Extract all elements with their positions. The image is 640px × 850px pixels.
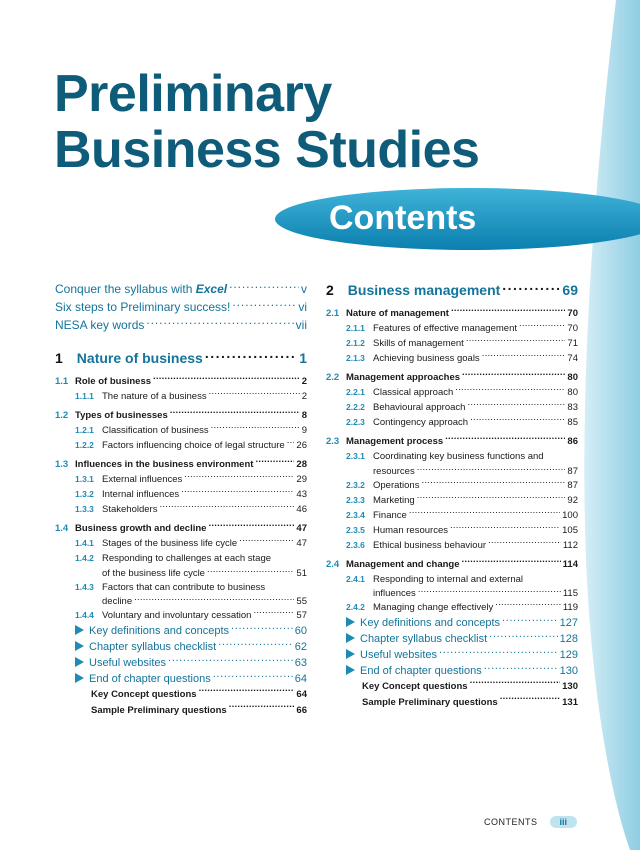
dot-leader <box>439 647 558 658</box>
section-title: Business growth and decline <box>75 523 207 534</box>
section-title: Types of businesses <box>75 410 168 421</box>
chapter-number: 2 <box>326 282 334 298</box>
dot-leader <box>170 409 300 419</box>
toc-page-number: 86 <box>567 436 578 447</box>
toc-page-number: 127 <box>559 617 578 629</box>
toc-page-number: 28 <box>296 459 307 470</box>
toc-page-number: 1 <box>299 350 307 366</box>
section-title: Nature of management <box>346 308 449 319</box>
toc-page-number: 60 <box>294 625 307 637</box>
extra-title: Chapter syllabus checklist <box>89 641 217 653</box>
toc-page-number: 112 <box>562 539 578 551</box>
toc-page-number: 100 <box>562 509 578 521</box>
subsection-number: 2.2.1 <box>346 387 365 397</box>
toc-subsection-continued[interactable] <box>55 595 307 609</box>
dot-leader <box>229 704 295 714</box>
subsection-number: 2.3.6 <box>346 539 365 550</box>
subsection-title: Factors that can contribute to business <box>102 581 266 593</box>
toc-page-number: 8 <box>301 410 307 421</box>
dot-leader <box>470 416 565 426</box>
toc-page-number: 43 <box>296 489 307 500</box>
toc-page-number: 57 <box>296 610 307 621</box>
toc-page-number: 64 <box>296 689 307 700</box>
toc-page-number: 74 <box>567 353 578 364</box>
subsection-number: 1.4.2 <box>75 553 94 563</box>
toc-extra-item[interactable] <box>55 671 307 687</box>
toc-section[interactable] <box>55 408 307 423</box>
chapter-title: Nature of business <box>76 350 203 366</box>
dot-leader <box>467 401 565 411</box>
extra-title: Useful websites <box>360 649 438 661</box>
arrow-bullet-icon <box>75 657 84 667</box>
dot-leader <box>181 488 294 498</box>
subsection-number: 1.2.2 <box>75 440 94 450</box>
dot-leader <box>208 522 294 532</box>
dot-leader <box>159 503 294 513</box>
toc-page-number: 114 <box>562 558 578 570</box>
extra-title: End of chapter questions <box>360 665 482 677</box>
subsection-number: 2.2.2 <box>346 402 365 412</box>
toc-page-number: 47 <box>296 523 307 534</box>
toc-page-number: 29 <box>296 474 307 485</box>
toc-extra-subitem[interactable] <box>55 687 307 703</box>
subsection-number: 2.3.2 <box>346 479 365 490</box>
subsection-number: 2.1.3 <box>346 353 365 363</box>
subsection-title: Skills of management <box>373 338 464 349</box>
subsection-title: Finance <box>373 509 407 521</box>
dot-leader <box>482 352 566 362</box>
dot-leader <box>417 493 566 503</box>
subsection-title: Ethical business behaviour <box>373 539 487 551</box>
subsection-title: Achieving business goals <box>373 353 480 364</box>
subsection-title: influences <box>373 588 416 599</box>
arrow-bullet-icon <box>75 625 84 635</box>
subsection-title: Voluntary and involuntary cessation <box>102 610 252 621</box>
dot-leader <box>232 299 296 311</box>
toc-page-number: 83 <box>567 402 578 413</box>
extra-title: Sample Preliminary questions <box>91 705 227 716</box>
toc-section[interactable] <box>55 457 307 472</box>
footer-page-number: iii <box>550 816 578 828</box>
dot-leader <box>495 601 561 611</box>
toc-page-number: 62 <box>294 641 307 653</box>
toc-subsection[interactable] <box>326 600 578 615</box>
dot-leader <box>417 464 566 474</box>
extra-title: Key definitions and concepts <box>89 625 230 637</box>
toc-subsection[interactable] <box>326 572 578 587</box>
toc-page-number: 63 <box>294 657 307 669</box>
toc-extra-item[interactable] <box>55 639 307 655</box>
toc-subsection[interactable] <box>326 385 578 400</box>
dot-leader <box>211 424 300 434</box>
toc-front-item[interactable] <box>55 280 307 298</box>
toc-page-number: 92 <box>567 494 578 506</box>
subsection-number: 1.4.3 <box>75 581 94 592</box>
toc-item-title: Conquer the syllabus with <box>55 282 196 296</box>
toc-page-number: 131 <box>562 697 578 708</box>
toc-subsection[interactable] <box>326 493 578 508</box>
section-number: 1.4 <box>55 523 69 534</box>
dot-leader <box>489 631 557 642</box>
extra-title: End of chapter questions <box>89 673 211 685</box>
subsection-number: 2.3.4 <box>346 509 365 520</box>
arrow-bullet-icon <box>75 673 84 683</box>
toc-page-number: 71 <box>567 338 578 349</box>
dot-leader <box>462 371 565 381</box>
toc-subsection[interactable] <box>55 608 307 623</box>
toc-page-number: 105 <box>562 524 578 536</box>
arrow-bullet-icon <box>346 665 355 675</box>
toc-page-number: 70 <box>567 308 578 319</box>
subsection-number: 2.3.5 <box>346 524 365 535</box>
subsection-title: Stages of the business life cycle <box>102 538 238 549</box>
subsection-title: Human resources <box>373 524 448 536</box>
section-number: 1.2 <box>55 410 69 421</box>
dot-leader <box>462 557 561 567</box>
toc-subsection[interactable] <box>55 502 307 517</box>
toc-front-item[interactable] <box>55 316 307 334</box>
dot-leader <box>168 655 293 666</box>
toc-section[interactable] <box>326 557 578 572</box>
toc-subsection-continued[interactable] <box>326 587 578 601</box>
toc-page-number: 128 <box>559 633 578 645</box>
toc-page-number: 46 <box>296 504 307 515</box>
subsection-number: 1.3.2 <box>75 489 94 499</box>
toc-subsection[interactable] <box>55 487 307 502</box>
dot-leader <box>502 281 560 295</box>
arrow-bullet-icon <box>346 617 355 627</box>
toc-subsection[interactable] <box>326 449 578 464</box>
subsection-title: The nature of a business <box>102 391 207 402</box>
dot-leader <box>484 663 558 674</box>
subsection-title: Features of effective management <box>373 323 517 334</box>
toc-page-number: 130 <box>562 681 578 692</box>
toc-section[interactable] <box>326 306 578 321</box>
toc-subsection[interactable] <box>55 423 307 438</box>
subsection-title: Operations <box>373 479 420 491</box>
toc-page-number: 119 <box>562 602 578 613</box>
subsection-title: Contingency approach <box>373 417 469 428</box>
subsection-number: 2.2.3 <box>346 417 365 427</box>
toc-subsection[interactable] <box>326 351 578 366</box>
dot-leader <box>287 439 295 449</box>
toc-page-number: 47 <box>296 538 307 549</box>
toc-subsection[interactable] <box>55 551 307 566</box>
section-title: Management and change <box>346 558 460 570</box>
toc-subsection[interactable] <box>326 523 578 538</box>
dot-leader <box>519 322 565 332</box>
arrow-bullet-icon <box>75 641 84 651</box>
toc-page-number: 9 <box>301 425 307 436</box>
toc-front-item[interactable] <box>55 298 307 316</box>
subsection-title: Marketing <box>373 494 415 506</box>
dot-leader <box>205 349 297 363</box>
chapter-number: 1 <box>55 350 63 366</box>
subsection-title: Classical approach <box>373 387 454 398</box>
dot-leader <box>255 458 294 468</box>
subsection-title: External influences <box>102 474 183 485</box>
dot-leader <box>199 688 295 698</box>
subsection-number: 1.1.1 <box>75 391 94 401</box>
title-line-1: Preliminary <box>54 65 332 123</box>
footer-label: CONTENTS <box>484 817 538 827</box>
extra-title: Sample Preliminary questions <box>362 697 498 708</box>
dot-leader <box>450 523 560 533</box>
subsection-number: 1.4.4 <box>75 610 94 620</box>
arrow-bullet-icon <box>346 633 355 643</box>
dot-leader <box>451 307 565 317</box>
contents-heading: Contents <box>329 199 477 237</box>
extra-title: Key Concept questions <box>362 681 468 692</box>
toc-page-number: 87 <box>567 479 578 491</box>
dot-leader <box>502 615 558 626</box>
toc-page-number: 55 <box>296 596 307 607</box>
toc-extra-subitem[interactable] <box>55 703 307 719</box>
section-number: 2.2 <box>326 372 340 383</box>
toc-page-number: 66 <box>296 705 307 716</box>
chapter-title: Business management <box>347 282 501 298</box>
arrow-bullet-icon <box>346 649 355 659</box>
toc-subsection[interactable] <box>55 438 307 453</box>
subsection-title: Factors influencing choice of legal structure <box>102 440 285 451</box>
toc-page-number: 51 <box>296 567 307 579</box>
toc-subsection[interactable] <box>326 478 578 493</box>
toc-item-title: NESA key words <box>55 318 145 332</box>
page-footer <box>484 816 577 828</box>
toc-section[interactable] <box>55 374 307 389</box>
subsection-number: 1.3.1 <box>75 474 94 484</box>
dot-leader <box>418 587 561 597</box>
toc-subsection[interactable] <box>326 321 578 336</box>
section-number: 2.3 <box>326 436 340 447</box>
dot-leader <box>500 696 560 706</box>
toc-page-number: vii <box>295 318 307 332</box>
toc-subsection-continued[interactable] <box>326 464 578 478</box>
toc-extra-item[interactable] <box>326 663 578 679</box>
toc-subsection[interactable] <box>55 580 307 595</box>
dot-leader <box>409 508 560 518</box>
subsection-title: of the business life cycle <box>102 567 205 579</box>
dot-leader <box>229 281 299 293</box>
dot-leader <box>207 566 294 576</box>
subsection-title: Managing change effectively <box>373 602 494 613</box>
toc-page-number: 129 <box>559 649 578 661</box>
dot-leader <box>146 317 293 329</box>
dot-leader <box>213 671 293 682</box>
subsection-number: 2.3.1 <box>346 451 365 461</box>
dot-leader <box>466 337 566 347</box>
dot-leader <box>253 609 294 619</box>
subsection-title: resources <box>373 465 415 477</box>
toc-subsection[interactable] <box>326 415 578 430</box>
excel-brand: Excel <box>195 282 228 296</box>
dot-leader <box>209 390 300 400</box>
subsection-number: 1.2.1 <box>75 425 94 435</box>
toc-item-title: Six steps to Preliminary success! <box>55 300 231 314</box>
toc-page-number: 26 <box>296 440 307 451</box>
extra-title: Key definitions and concepts <box>360 617 501 629</box>
toc-page-number: 2 <box>301 391 307 402</box>
extra-title: Useful websites <box>89 657 167 669</box>
toc-extra-item[interactable] <box>326 615 578 631</box>
section-number: 2.1 <box>326 308 340 319</box>
toc-subsection[interactable] <box>326 538 578 553</box>
toc-subsection[interactable] <box>55 472 307 487</box>
toc-left-column <box>55 280 307 719</box>
section-title: Role of business <box>75 376 152 387</box>
toc-page-number: 70 <box>567 323 578 334</box>
subsection-number: 2.4.2 <box>346 602 365 612</box>
toc-extra-item[interactable] <box>326 631 578 647</box>
toc-section[interactable] <box>326 370 578 385</box>
section-title: Influences in the business environment <box>75 459 254 470</box>
toc-extra-item[interactable] <box>326 647 578 663</box>
toc-page-number: 69 <box>562 282 578 298</box>
subsection-number: 2.3.3 <box>346 494 365 505</box>
toc-section[interactable] <box>326 434 578 449</box>
toc-subsection[interactable] <box>326 336 578 351</box>
toc-chapter-1[interactable] <box>55 348 307 368</box>
subsection-number: 1.3.3 <box>75 504 94 514</box>
section-number: 1.1 <box>55 376 69 387</box>
subsection-title: Stakeholders <box>102 504 158 515</box>
toc-subsection-continued[interactable] <box>55 566 307 580</box>
section-number: 2.4 <box>326 558 340 570</box>
toc-page-number: 115 <box>562 588 578 599</box>
dot-leader <box>488 538 561 548</box>
dot-leader <box>470 680 561 690</box>
toc-page-number: 85 <box>567 417 578 428</box>
subsection-title: decline <box>102 596 133 607</box>
dot-leader <box>153 375 300 385</box>
toc-extra-subitem[interactable] <box>326 679 578 695</box>
subsection-number: 2.1.1 <box>346 323 365 333</box>
toc-chapter-2[interactable] <box>326 280 578 300</box>
toc-page-number: 64 <box>294 673 307 685</box>
toc-extra-item[interactable] <box>55 655 307 671</box>
toc-extra-item[interactable] <box>55 623 307 639</box>
toc-subsection[interactable] <box>326 508 578 523</box>
dot-leader <box>218 639 293 650</box>
toc-page-number: 2 <box>301 376 307 387</box>
toc-subsection[interactable] <box>55 536 307 551</box>
toc-subsection[interactable] <box>55 389 307 404</box>
toc-section[interactable] <box>55 521 307 536</box>
subsection-title: Responding to internal and external <box>373 573 523 585</box>
subsection-title: Responding to challenges at each stage <box>102 553 272 564</box>
toc-page-number: 87 <box>567 465 578 477</box>
extra-title: Chapter syllabus checklist <box>360 633 488 645</box>
subsection-number: 1.4.1 <box>75 538 94 548</box>
toc-page-number: 80 <box>567 387 578 398</box>
subsection-title: Coordinating key business functions and <box>373 451 544 462</box>
subsection-title: Internal influences <box>102 489 180 500</box>
toc-right-column <box>326 280 578 711</box>
dot-leader <box>455 386 565 396</box>
toc-page-number: v <box>301 282 307 296</box>
dot-leader <box>134 595 294 605</box>
toc-page-number: 130 <box>559 665 578 677</box>
toc-page-number: vi <box>298 300 307 314</box>
section-title: Management process <box>346 436 444 447</box>
dot-leader <box>445 435 565 445</box>
page-title <box>54 66 479 178</box>
dot-leader <box>421 478 565 488</box>
dot-leader <box>184 473 294 483</box>
dot-leader <box>231 623 293 634</box>
toc-page-number: 80 <box>567 372 578 383</box>
dot-leader <box>239 537 294 547</box>
subsection-title: Classification of business <box>102 425 209 436</box>
section-number: 1.3 <box>55 459 69 470</box>
extra-title: Key Concept questions <box>91 689 197 700</box>
toc-extra-subitem[interactable] <box>326 695 578 711</box>
subsection-number: 2.4.1 <box>346 573 365 584</box>
toc-subsection[interactable] <box>326 400 578 415</box>
title-line-2: Business Studies <box>54 121 480 179</box>
subsection-number: 2.1.2 <box>346 338 365 348</box>
subsection-title: Behavioural approach <box>373 402 466 413</box>
section-title: Management approaches <box>346 372 461 383</box>
